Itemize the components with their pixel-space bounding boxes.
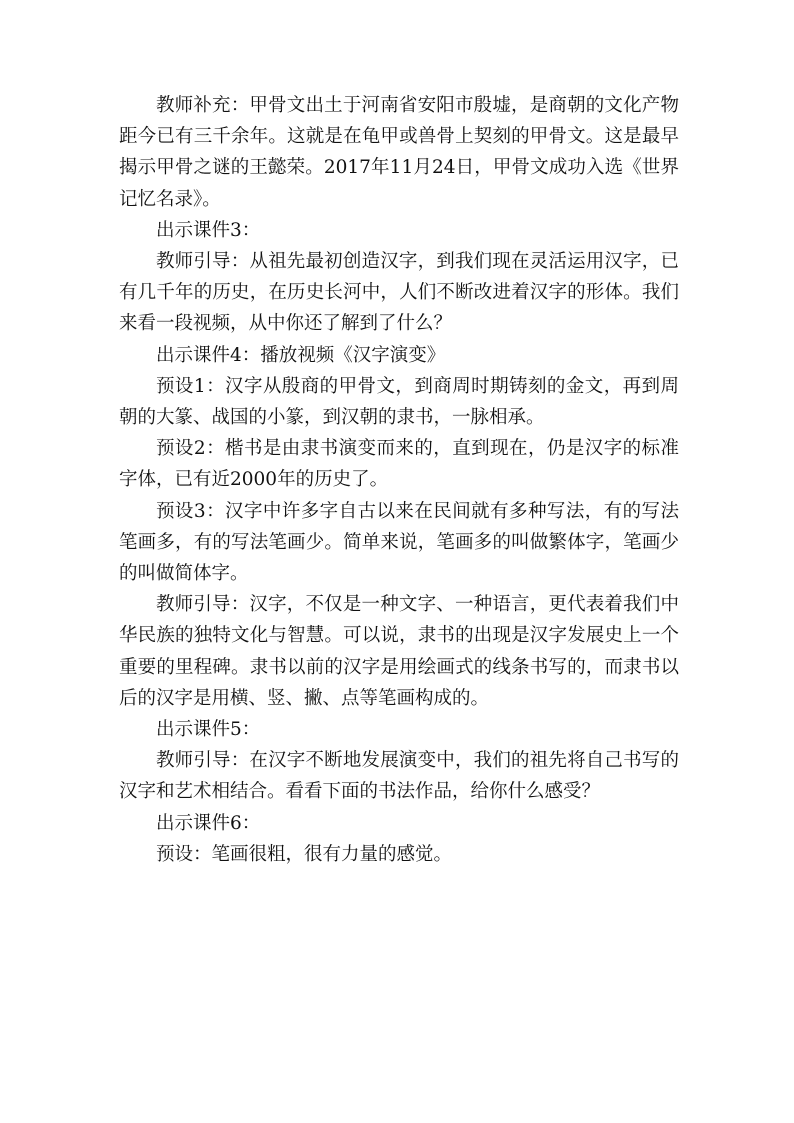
paragraph-courseware-3: 出示课件3： [156,219,261,241]
paragraph-courseware-5: 出示课件5： [156,719,261,741]
paragraph-preset-2: 预设2：楷书是由隶书演变而来的，直到现在，仍是汉字的标准字体，已有近2000年的历史了。 [119,438,679,491]
paragraph-courseware-6: 出示课件6： [156,812,261,834]
paragraph-teacher-guide-3: 教师引导：在汉字不断地发展演变中，我们的祖先将自己书写的汉字和艺术相结合。看看下面的书法作品，给你什么感受？ [119,750,679,803]
paragraph-teacher-guide-1: 教师引导：从祖先最初创造汉字，到我们现在灵活运用汉字，已有几千年的历史，在历史长河中，人们不断改进着汉字的形体。我们来看一段视频，从中你还了解到了什么？ [119,251,679,335]
paragraph-teacher-supplement: 教师补充：甲骨文出土于河南省安阳市殷墟，是商朝的文化产物距今已有三千余年。这就是在龟甲或兽骨上契刻的甲骨文。这是最早揭示甲骨之谜的王懿荣。2017年11月24日，甲骨文成功入选《世界记忆名录》。 [119,95,679,210]
paragraph-preset-3: 预设3：汉字中许多字自古以来在民间就有多种写法，有的写法笔画多，有的写法笔画少。简单来说，笔画多的叫做繁体字，笔画少的叫做简体字。 [119,500,679,585]
paragraph-courseware-4: 出示课件4：播放视频《汉字演变》 [156,344,446,366]
paragraph-preset-final: 预设：笔画很粗，很有力量的感觉。 [156,843,453,865]
document-body [119,90,679,870]
paragraph-teacher-guide-2: 教师引导：汉字，不仅是一种文字、一种语言，更代表着我们中华民族的独特文化与智慧。可以说，隶书的出现是汉字发展史上一个重要的里程碑。隶书以前的汉字是用绘画式的线条书写的，而隶书以后的汉字是用横、竖、撇、点等笔画构成的。 [119,594,679,709]
paragraph-preset-1: 预设1：汉字从殷商的甲骨文，到商周时期铸刻的金文，再到周朝的大篆、战国的小篆，到汉朝的隶书，一脉相承。 [119,375,679,429]
